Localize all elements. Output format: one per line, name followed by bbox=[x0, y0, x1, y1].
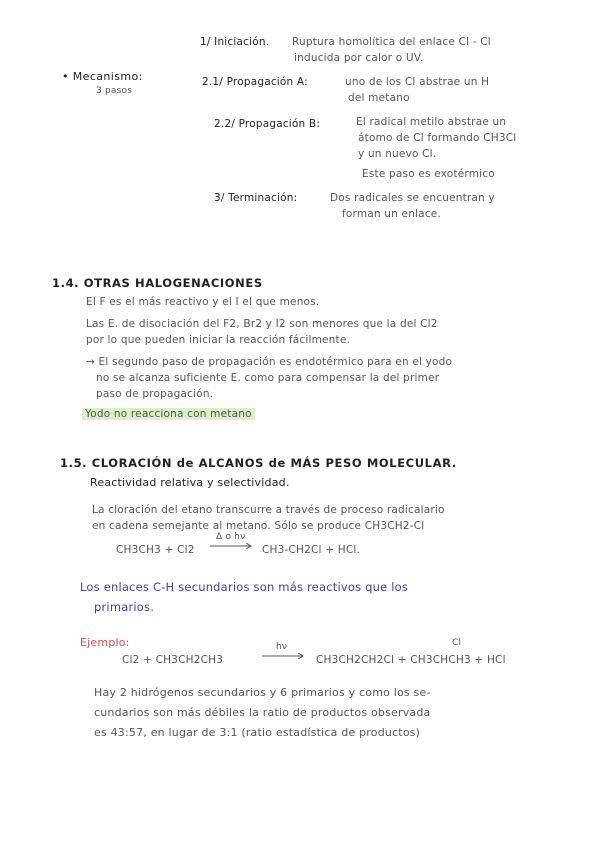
reaction2-arrow bbox=[262, 652, 306, 660]
step21-text: uno de los Cl abstrae un H bbox=[345, 76, 490, 88]
section15-title: 1.5. CLORACIÓN de ALCANOS de MÁS PESO MOLECULAR. bbox=[60, 456, 457, 470]
section15-p2c: es 43:57, en lugar de 3:1 (ratio estadística de productos) bbox=[94, 726, 421, 739]
reaction2-right: CH3CH2CH2Cl + CH3CHCH3 + HCl bbox=[316, 654, 506, 666]
section15-p2b: cundarios son más débiles la ratio de productos observada bbox=[94, 706, 431, 719]
blue-statement-2: primarios. bbox=[94, 600, 155, 614]
section15-p1b: en cadena semejante al metano. Sólo se produce CH3CH2-Cl bbox=[92, 520, 425, 532]
example-label: Ejemplo: bbox=[80, 636, 130, 649]
reaction1-right: CH3-CH2Cl + HCl. bbox=[262, 544, 361, 556]
step22-label: 2.2/ Propagación B: bbox=[214, 118, 321, 130]
mechanism-sublabel: 3 pasos bbox=[96, 86, 133, 96]
step21-text2: del metano bbox=[348, 92, 410, 104]
step21-label: 2.1/ Propagación A: bbox=[202, 76, 308, 88]
section14-line2a: Las E. de disociación del F2, Br2 y I2 son menores que la del Cl2 bbox=[86, 318, 438, 330]
step22-text2: átomo de Cl formando CH3Cl bbox=[358, 132, 517, 144]
step22-text4: Este paso es exotérmico bbox=[362, 168, 495, 180]
reaction1-condition: Δ o hν bbox=[216, 532, 246, 542]
step3-label: 3/ Terminación: bbox=[214, 192, 298, 204]
reaction1-arrow bbox=[210, 542, 254, 550]
section15-subtitle: Reactividad relativa y selectividad. bbox=[90, 476, 290, 489]
mechanism-label: • Mecanismo: bbox=[62, 70, 143, 83]
step22-text3: y un nuevo Cl. bbox=[358, 148, 437, 160]
highlighted-note: Yodo no reacciona con metano bbox=[82, 408, 255, 420]
section14-line4 bbox=[82, 408, 255, 420]
step22-text: El radical metilo abstrae un bbox=[356, 116, 507, 128]
section14-line1: El F es el más reactivo y el I el que menos. bbox=[86, 296, 320, 308]
reaction2-left: Cl2 + CH3CH2CH3 bbox=[122, 654, 224, 666]
section14-line3a: → El segundo paso de propagación es endotérmico para en el yodo bbox=[86, 356, 453, 368]
step3-text: Dos radicales se encuentran y bbox=[330, 192, 495, 204]
step3-text2: forman un enlace. bbox=[342, 208, 441, 220]
section15-p2a: Hay 2 hidrógenos secundarios y 6 primarios y como los se- bbox=[94, 686, 431, 699]
step1-text2: inducida por calor o UV. bbox=[294, 52, 424, 64]
section14-line3b: no se alcanza suficiente E. como para compensar la del primer bbox=[96, 372, 440, 384]
section14-title: 1.4. OTRAS HALOGENACIONES bbox=[52, 276, 263, 290]
reaction1-left: CH3CH3 + Cl2 bbox=[116, 544, 195, 556]
section14-line3c: paso de propagación. bbox=[96, 388, 214, 400]
section14-line2b: por lo que pueden iniciar la reacción fácilmente. bbox=[86, 334, 351, 346]
reaction2-condition: hν bbox=[276, 642, 288, 652]
step1-label: 1/ Iniciación. bbox=[200, 36, 270, 48]
section15-p1a: La cloración del etano transcurre a través de proceso radicalario bbox=[92, 504, 445, 516]
blue-statement-1: Los enlaces C-H secundarios son más reactivos que los bbox=[80, 580, 409, 594]
step1-text: Ruptura homolítica del enlace Cl - Cl bbox=[292, 36, 491, 48]
reaction2-substituent: Cl bbox=[452, 638, 462, 648]
